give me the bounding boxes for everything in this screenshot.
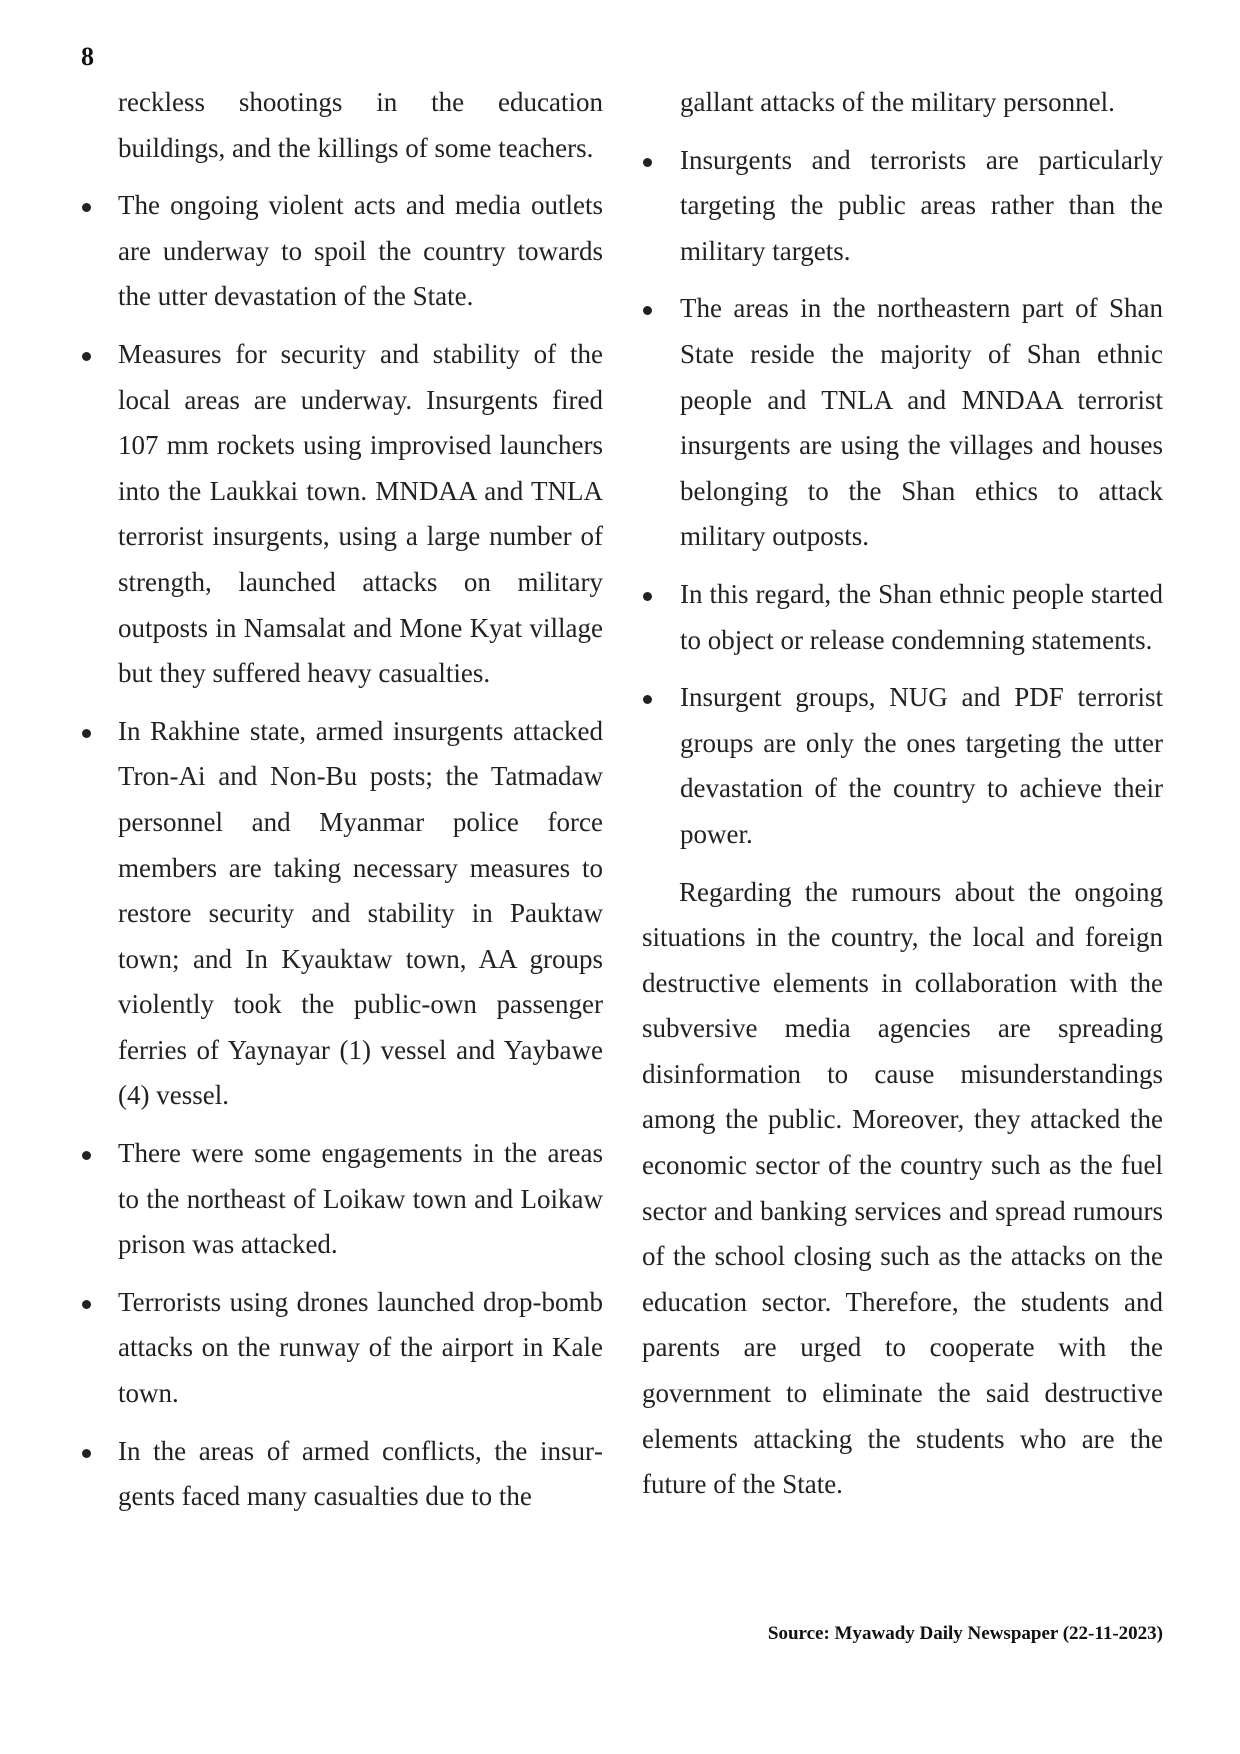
page-number: 8 (81, 42, 94, 71)
bullet-item: Insurgents and terrorists are particularly targeting the public areas rather than the military targets. (680, 138, 1163, 275)
bullet-item: Insurgent groups, NUG and PDF terrorist groups are only the ones targeting the utter devastation of the country to achieve their power. (680, 675, 1163, 857)
bullet-item: The ongoing violent acts and media outlets are underway to spoil the country towards the utter devastation of the State. (118, 183, 603, 320)
continued-text: gallant attacks of the military personnel. (680, 87, 1115, 117)
right-column (642, 80, 1163, 1508)
bullet-item: There were some engagements in the areas to the northeast of Loikaw town and Loikaw prison was attacked. (118, 1131, 603, 1268)
bullet-item: In this regard, the Shan ethnic people started to object or release condemning statements. (680, 572, 1163, 663)
continued-text: reckless shootings in the education buildings, and the killings of some teachers. (118, 87, 603, 163)
bullet-item: In Rakhine state, armed insurgents attacked Tron-Ai and Non-Bu posts; the Tatmadaw personnel and Myanmar police force members are taking necessary measures to restore security and stability in Pauktaw town; and In Kyauktaw town, AA groups violently took the public-own passenger ferries of Yaynayar (1) vessel and Yaybawe (4) vessel. (118, 709, 603, 1119)
source-citation: Source: Myawady Daily Newspaper (22-11-2023) (767, 1623, 1163, 1644)
bullet-item: Measures for security and stability of the local areas are underway. Insurgents fired 107 mm rockets using improvised launchers into the Laukkai town. MNDAA and TNLA terrorist insurgents, using a large number of strength, launched attacks on military outposts in Namsalat and Mone Kyat village but they suffered heavy casualties. (118, 332, 603, 697)
bullet-item: Terrorists using drones launched drop-bomb attacks on the runway of the airport in Kale town. (118, 1280, 603, 1417)
left-column (118, 80, 603, 1532)
bullet-item: The areas in the northeastern part of Shan State reside the majority of Shan ethnic people and TNLA and MNDAA terrorist insurgents are using the villages and houses belonging to the Shan ethics to attack military outposts. (680, 286, 1163, 560)
bullet-item: In the areas of armed conflicts, the insurgents faced many casualties due to the (118, 1429, 603, 1520)
closing-paragraph: Regarding the rumours about the ongoing situations in the country, the local and foreign destructive elements in collaboration with the subversive media agencies are spreading disinformation to cause misunderstandings among the public. Moreover, they attacked the economic sector of the country such as the fuel sector and banking services and spread rumours of the school closing such as the attacks on the education sector. Therefore, the students and parents are urged to cooperate with the government to eliminate the said destructive elements attacking the students who are the future of the State. (642, 876, 1163, 1500)
